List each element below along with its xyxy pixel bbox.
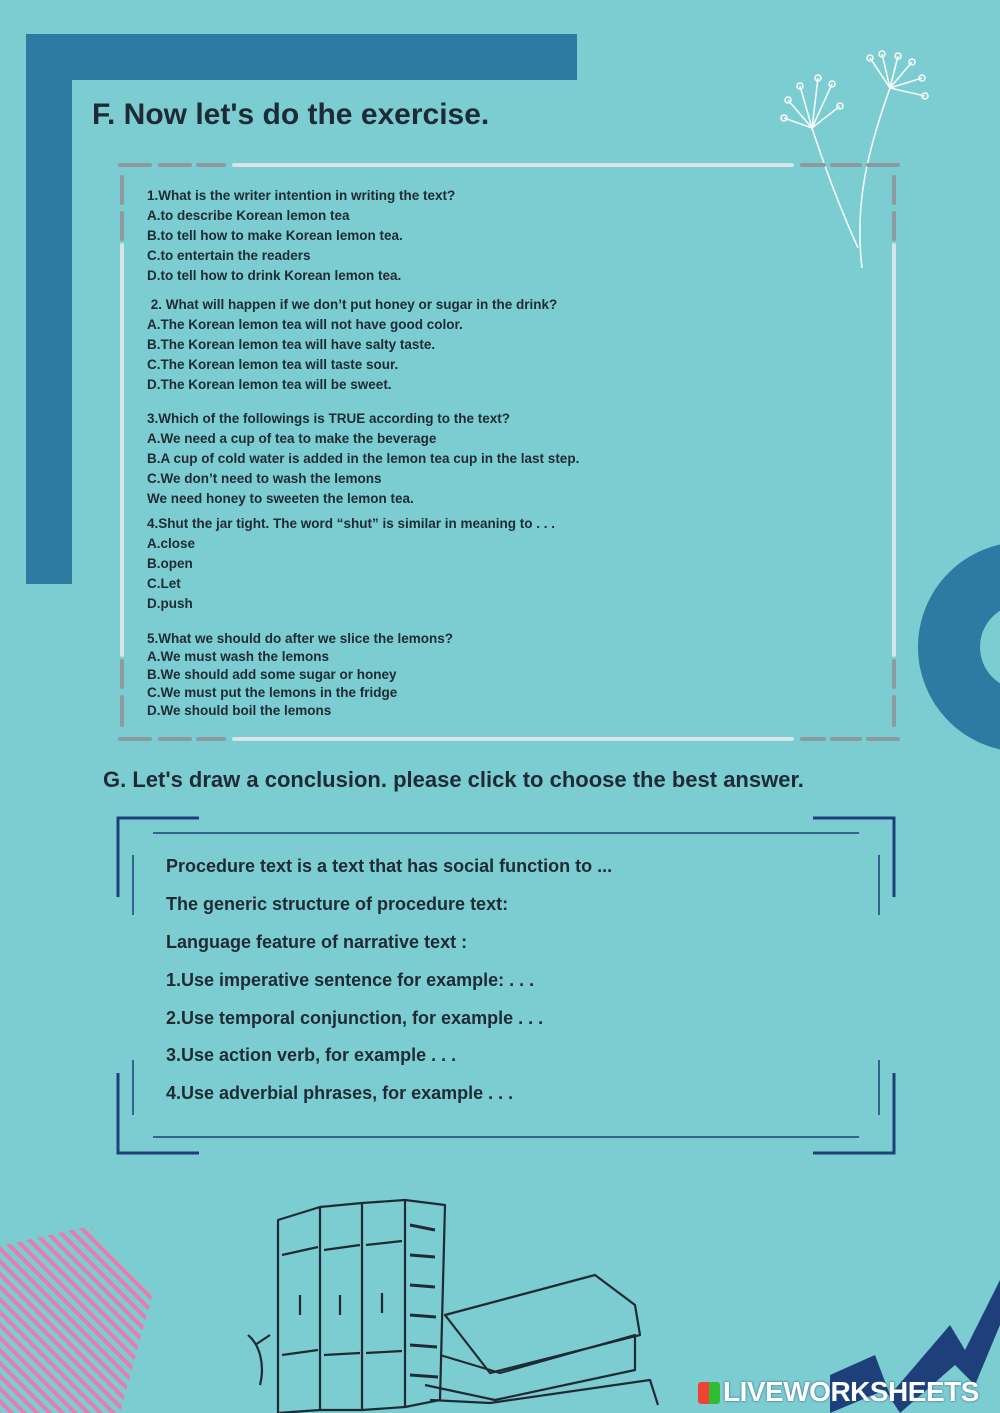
question-2-option-d[interactable]: D.The Korean lemon tea will be sweet. — [147, 377, 392, 392]
question-5-option-c[interactable]: C.We must put the lemons in the fridge — [147, 685, 398, 700]
decor-ring — [918, 542, 1000, 752]
question-3-option-a[interactable]: A.We need a cup of tea to make the beverage — [147, 431, 437, 446]
pink-striped-hexagon — [0, 1226, 160, 1413]
decor-corner-bar-top — [26, 34, 577, 80]
conclusion-line-7: 4.Use adverbial phrases, for example . . . — [166, 1083, 514, 1103]
question-5 — [147, 630, 453, 720]
question-4-option-c[interactable]: C.Let — [147, 576, 181, 591]
question-2-option-b[interactable]: B.The Korean lemon tea will have salty taste. — [147, 337, 436, 352]
question-1-option-c[interactable]: C.to entertain the readers — [147, 248, 311, 263]
conclusion-line-3: Language feature of narrative text : — [166, 932, 468, 952]
section-g-title: G. Let's draw a conclusion. please click to choose the best answer. — [103, 767, 804, 792]
question-2 — [147, 295, 557, 395]
conclusion-line-6: 3.Use action verb, for example . . . — [166, 1045, 457, 1065]
question-5-option-b[interactable]: B.We should add some sugar or honey — [147, 667, 397, 682]
decor-corner-bar-left — [26, 34, 72, 584]
question-1-option-d[interactable]: D.to tell how to drink Korean lemon tea. — [147, 268, 402, 283]
question-4-option-b[interactable]: B.open — [147, 556, 193, 571]
question-5-text: 5.What we should do after we slice the lemons? — [147, 631, 454, 646]
question-1-option-a[interactable]: A.to describe Korean lemon tea — [147, 208, 350, 223]
question-3-option-c[interactable]: C.We don’t need to wash the lemons — [147, 471, 382, 486]
question-5-option-d[interactable]: D.We should boil the lemons — [147, 703, 332, 718]
question-4 — [147, 514, 555, 614]
conclusion-line-4: 1.Use imperative sentence for example: . . . — [166, 970, 535, 990]
question-4-text: 4.Shut the jar tight. The word “shut” is similar in meaning to . . . — [147, 516, 556, 531]
question-1-option-b[interactable]: B.to tell how to make Korean lemon tea. — [147, 228, 403, 243]
books-illustration-icon — [240, 1195, 660, 1413]
liveworksheets-logo-icon — [698, 1382, 720, 1404]
conclusion-line-1: Procedure text is a text that has social function to ... — [166, 856, 613, 876]
section-f-title: F. Now let's do the exercise. — [92, 98, 490, 131]
question-4-option-d[interactable]: D.push — [147, 596, 193, 611]
liveworksheets-watermark — [698, 1376, 979, 1408]
question-1-text: 1.What is the writer intention in writing the text? — [147, 188, 456, 203]
question-1 — [147, 186, 455, 286]
question-3-option-d[interactable]: We need honey to sweeten the lemon tea. — [147, 491, 414, 506]
watermark-text: LIVEWORKSHEETS — [723, 1376, 979, 1407]
question-5-option-a[interactable]: A.We must wash the lemons — [147, 649, 330, 664]
question-2-option-a[interactable]: A.The Korean lemon tea will not have good color. — [147, 317, 463, 332]
conclusion-line-2: The generic structure of procedure text: — [166, 894, 509, 914]
question-2-text: 2. What will happen if we don’t put honey or sugar in the drink? — [147, 297, 558, 312]
question-2-option-c[interactable]: C.The Korean lemon tea will taste sour. — [147, 357, 399, 372]
conclusion-line-5: 2.Use temporal conjunction, for example . . . — [166, 1008, 544, 1028]
question-4-option-a[interactable]: A.close — [147, 536, 196, 551]
question-3-text: 3.Which of the followings is TRUE according to the text? — [147, 411, 511, 426]
question-3 — [147, 409, 579, 509]
question-3-option-b[interactable]: B.A cup of cold water is added in the lemon tea cup in the last step. — [147, 451, 580, 466]
